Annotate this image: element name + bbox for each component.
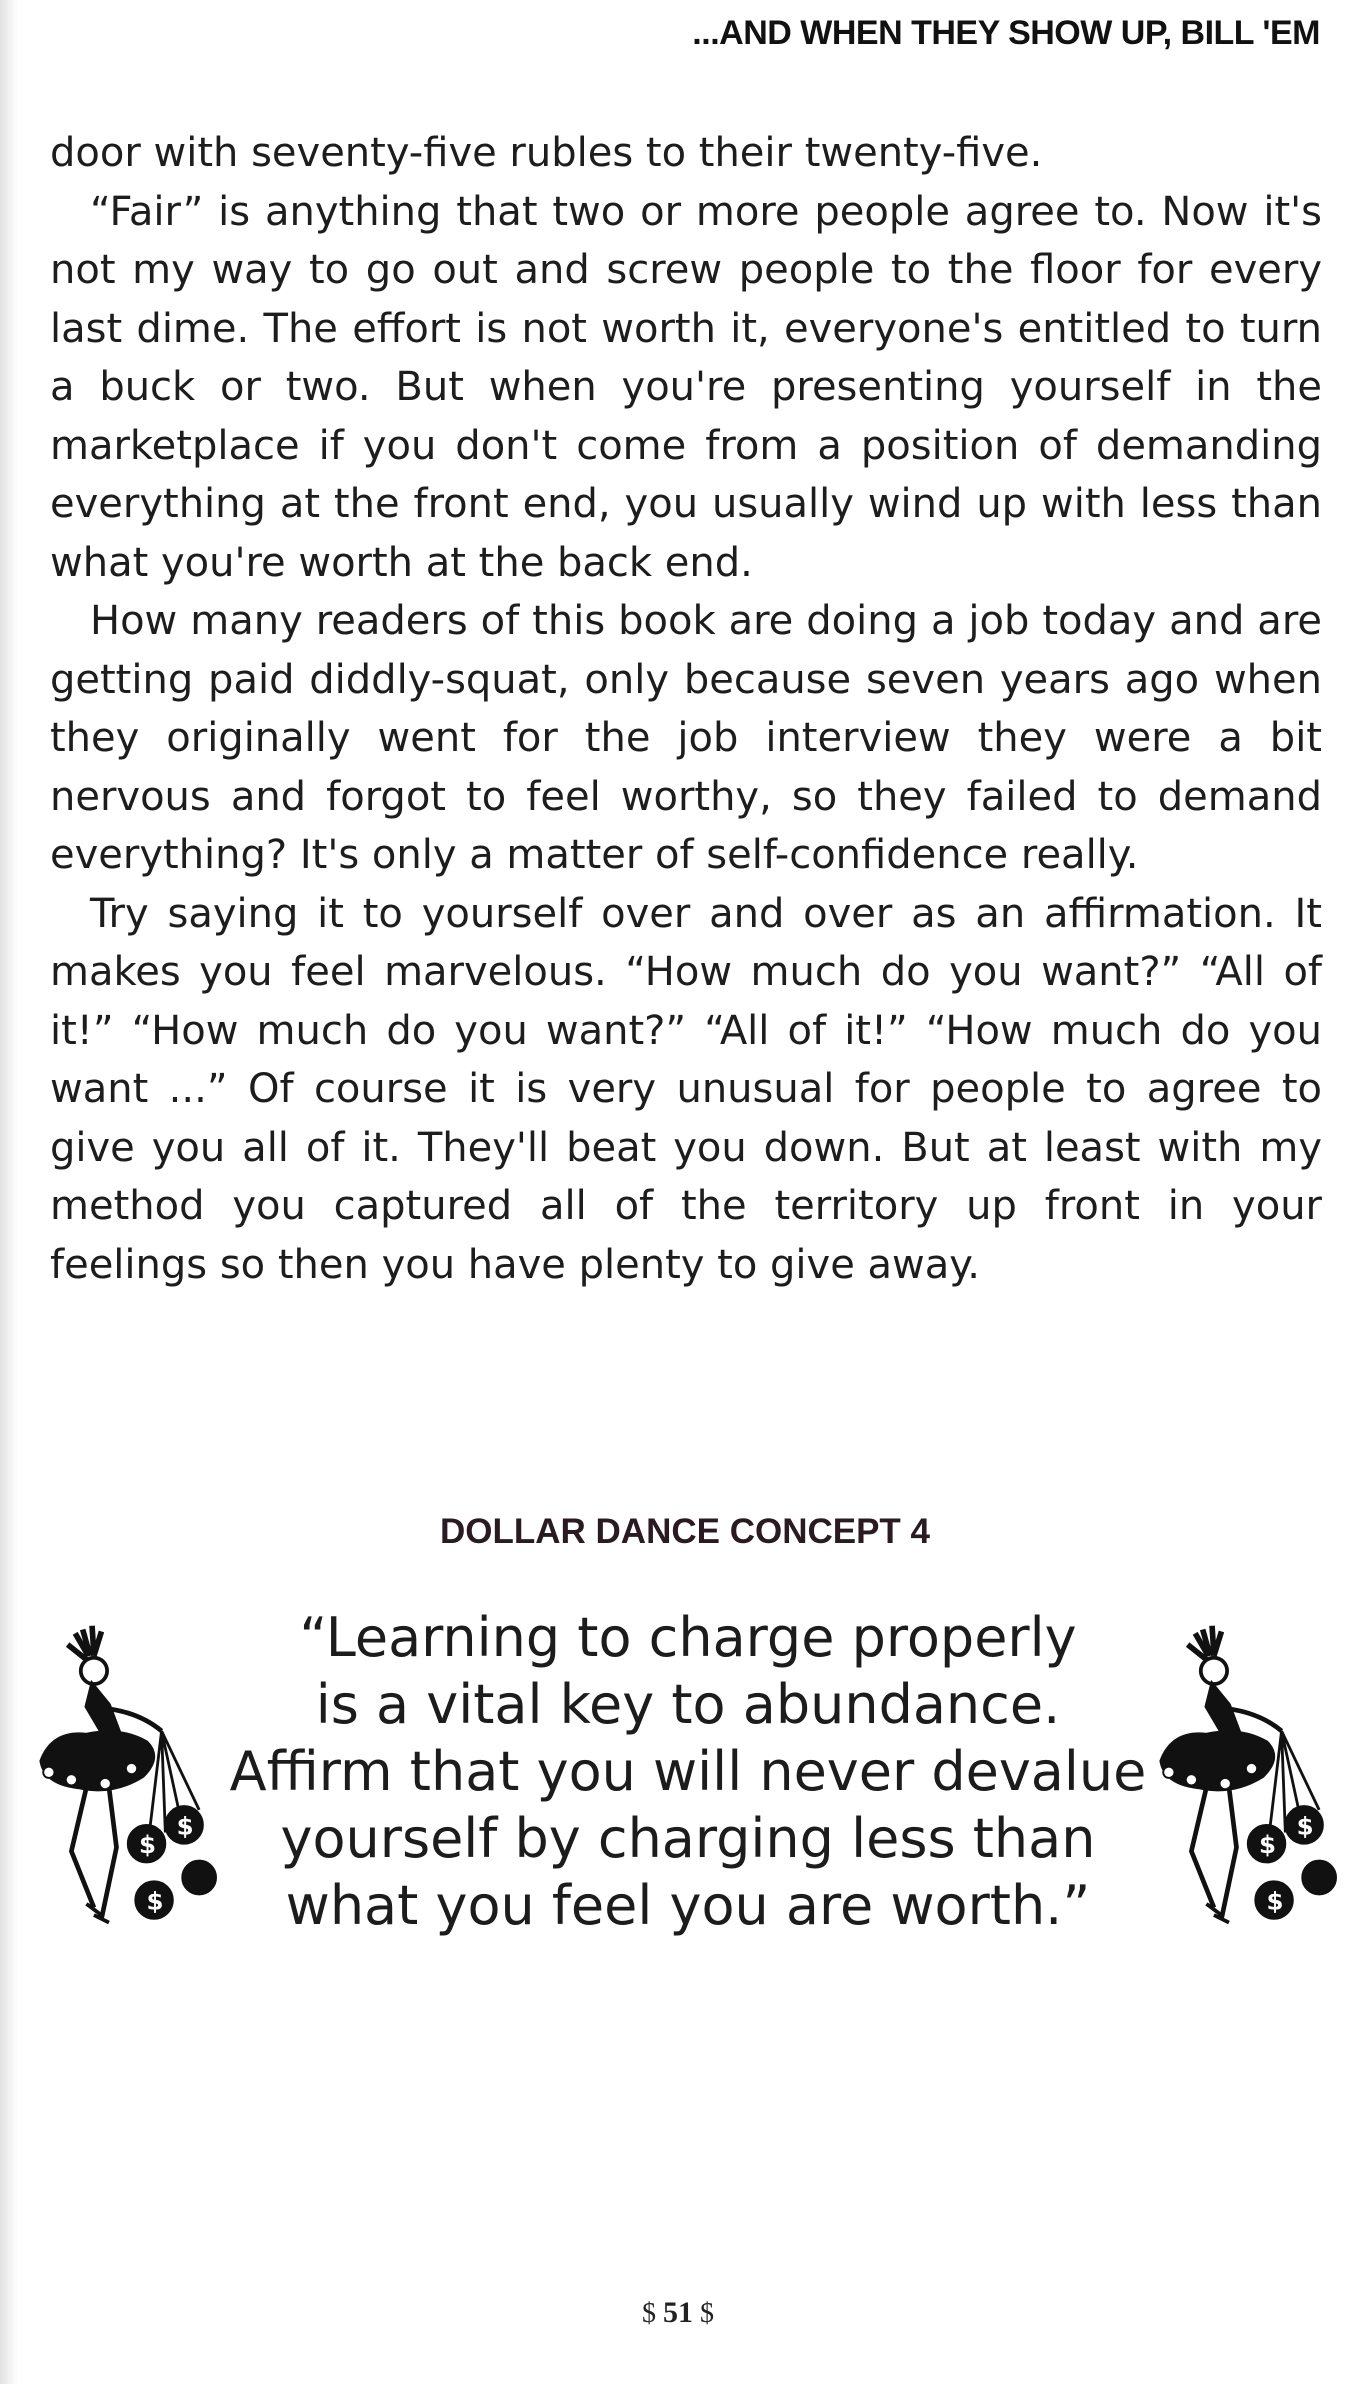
dollar-ornament-icon: $: [700, 2298, 714, 2329]
concept-title: DOLLAR DANCE CONCEPT 4: [439, 1512, 931, 1551]
svg-text:$: $: [1296, 1811, 1314, 1841]
dancer-with-dollar-bags-icon: [1150, 1622, 1338, 1932]
page-number-value: 51: [663, 2296, 693, 2329]
svg-text:$: $: [1259, 1830, 1277, 1860]
quote-line: yourself by charging less than: [280, 1807, 1096, 1870]
paragraph: How many readers of this book are doing a job today and are getting paid diddly-squat, only because seven years ago when they originally went for the job interview they were a bit nervous and forgot to feel worthy, so they failed to demand everything? It's only a matter of self-confidence really.: [50, 598, 1322, 878]
svg-text:$: $: [176, 1811, 194, 1841]
svg-text:$: $: [139, 1830, 157, 1860]
running-head: ...AND WHEN THEY SHOW UP, BILL 'EM: [692, 14, 1320, 52]
paragraph: Try saying it to yourself over and over as an affirmation. It makes you feel marvelous. “How much do you want?” “All of it!” “How much do you want?” “All of it!” “How much do you want ...” Of course it is very unusual for people to agree to give you all of it. They'll beat you down. But at least with my method you captured all of the territory up front in your feelings so then you have plenty to give away.: [50, 890, 1322, 1288]
svg-text:$: $: [146, 1886, 164, 1916]
dollar-ornament-icon: $: [642, 2298, 656, 2329]
paragraph: “Fair” is anything that two or more people agree to. Now it's not my way to go out and screw people to the floor for every last dime. The effort is not worth it, everyone's entitled to turn a buck or two. But when you're presenting yourself in the marketplace if you don't come from a position of demanding everything at the front end, you usually wind up with less than what you're worth at the back end.: [50, 188, 1322, 586]
svg-text:$: $: [1266, 1886, 1284, 1916]
scan-edge-shadow: [0, 0, 18, 2384]
page-number: [0, 2296, 1356, 2330]
quote-line: what you feel you are worth.”: [285, 1874, 1091, 1937]
concept-quote: [188, 1604, 1188, 1939]
quote-line: is a vital key to abundance.: [315, 1673, 1061, 1736]
quote-line: “Learning to charge properly: [299, 1606, 1077, 1669]
paragraph: door with seventy-five rubles to their twenty-five.: [50, 130, 1043, 176]
quote-line: Affirm that you will never devalue: [229, 1740, 1147, 1803]
body-text: [50, 124, 1322, 1294]
